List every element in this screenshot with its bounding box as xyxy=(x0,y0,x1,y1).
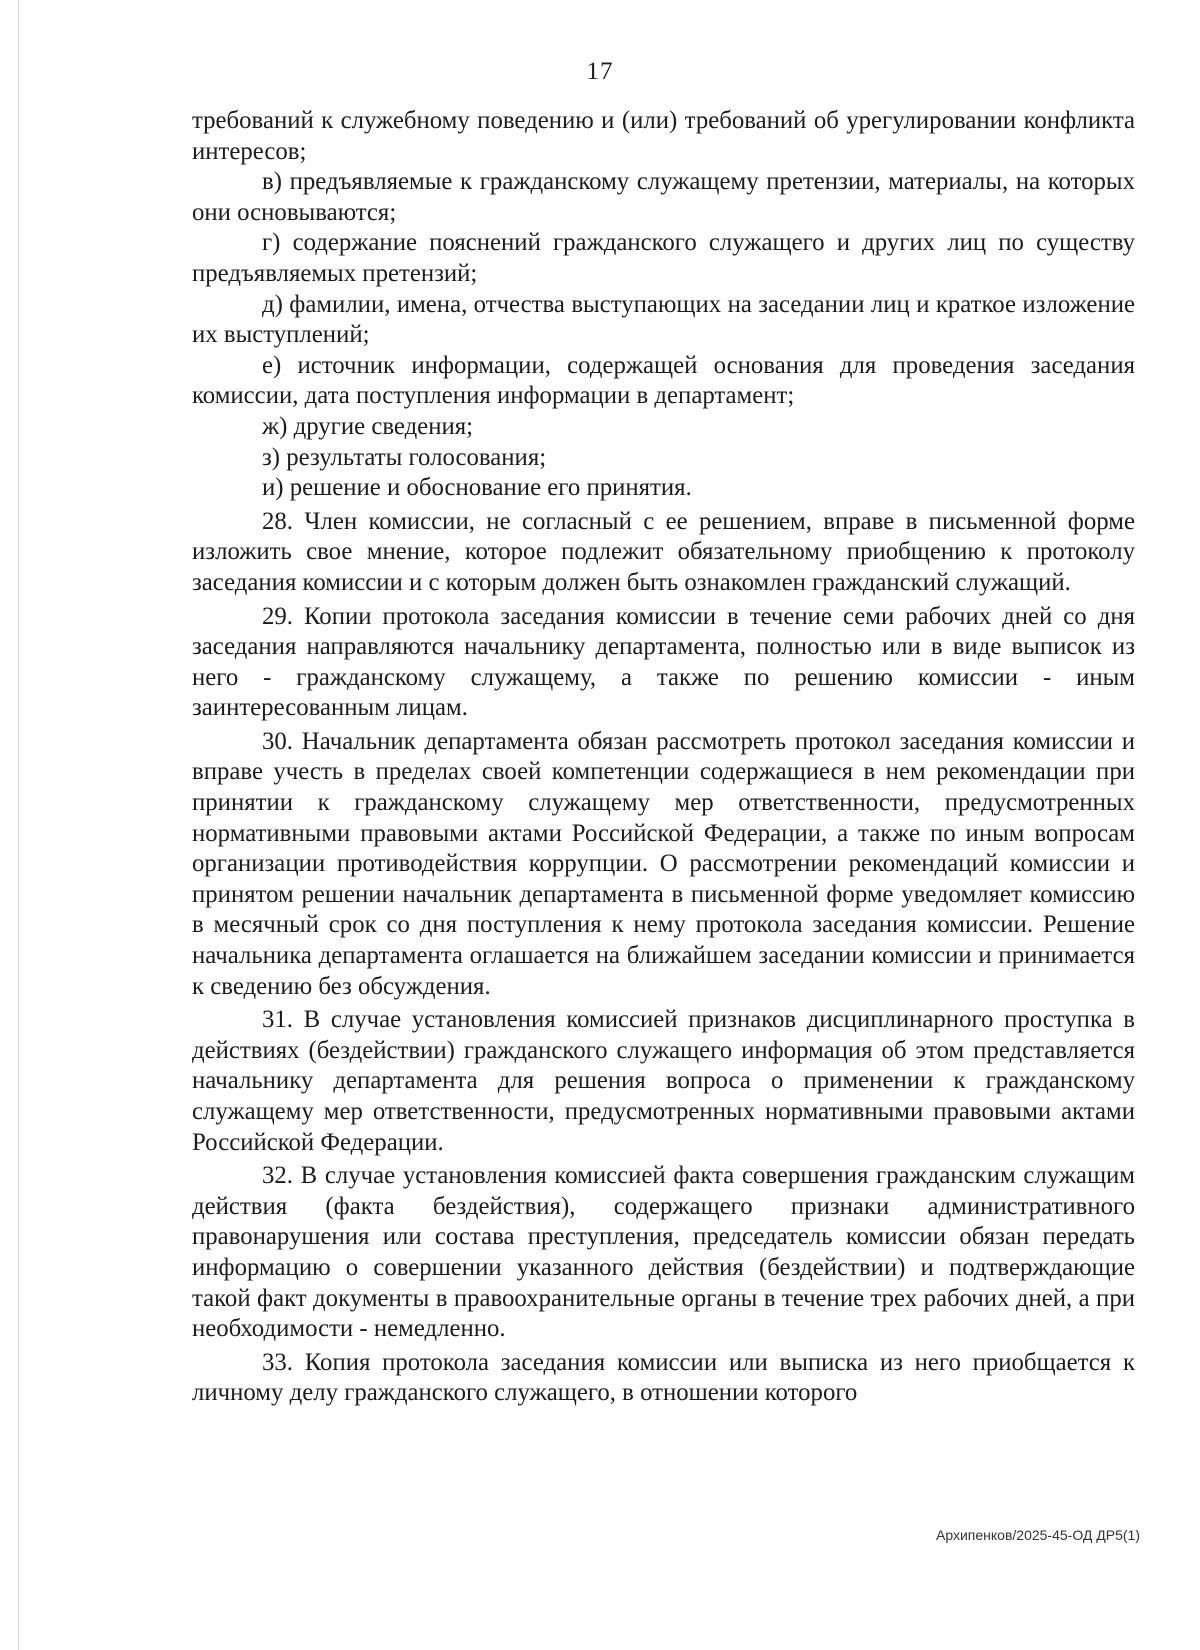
paragraph-32: 32. В случае установления комиссией факта совершения гражданским служащим действия (факта бездействия), содержащего признаки административного правонарушения или состава преступления, председатель комиссии обязан передать информацию о совершении указанного действия (бездействии) и подтверждающие такой факт документы в правоохранительные органы в течение трех рабочих дней, а при необходимости - немедленно. xyxy=(192,1162,1135,1343)
paragraph-item-v: в) предъявляемые к гражданскому служащему претензии, материалы, на которых они основываются; xyxy=(192,168,1135,226)
paragraph-item-i: и) решение и обоснование его принятия. xyxy=(262,474,692,502)
paragraph-continuation: требований к служебному поведению и (или) требований об урегулировании конфликта интересов; xyxy=(192,107,1135,165)
document-reference-footer: Архипенков/2025-45-ОД ДР5(1) xyxy=(936,1527,1140,1543)
paragraph-29: 29. Копии протокола заседания комиссии в течение семи рабочих дней со дня заседания направляются начальнику департамента, полностью или в виде выписок из него - гражданскому служащему, а также по решению комиссии - иным заинтересованным лицам. xyxy=(192,602,1135,722)
document-body xyxy=(192,106,1135,1409)
paragraph-28: 28. Член комиссии, не согласный с ее решением, вправе в письменной форме изложить свое мнение, которое подлежит обязательному приобщению к протоколу заседания комиссии и с которым должен быть ознакомлен гражданский служащий. xyxy=(192,507,1135,596)
paragraph-33: 33. Копия протокола заседания комиссии или выписка из него приобщается к личному делу гражданского служащего, в отношении которого xyxy=(192,1348,1135,1407)
paragraph-31: 31. В случае установления комиссией признаков дисциплинарного проступка в действиях (бездействии) гражданского служащего информация об этом представляется начальнику департамента для решения вопроса о применении к гражданскому служащему мер ответственности, предусмотренных нормативными правовыми актами Российской Федерации. xyxy=(192,1006,1135,1156)
paragraph-item-z: з) результаты голосования; xyxy=(262,443,547,471)
paragraph-item-e: е) источник информации, содержащей основания для проведения заседания комиссии, дата поступления информации в департамент; xyxy=(192,351,1135,410)
scan-margin-line xyxy=(18,0,19,1650)
paragraph-30: 30. Начальник департамента обязан рассмотреть протокол заседания комиссии и вправе учесть в пределах своей компетенции содержащиеся в нем рекомендации при принятии к гражданскому служащему мер ответственности, предусмотренных нормативными правовыми актами Российской Федерации, а также по иным вопросам организации противодействия коррупции. О рассмотрении рекомендаций комиссии и принятом решении начальник департамента в письменной форме уведомляет комиссию в месячный срок со дня поступления к нему протокола заседания комиссии. Решение начальника департамента оглашается на ближайшем заседании комиссии и принимается к сведению без обсуждения. xyxy=(192,727,1135,1000)
paragraph-item-g: г) содержание пояснений гражданского служащего и других лиц по существу предъявляемых претензий; xyxy=(192,229,1135,287)
paragraph-item-zh: ж) другие сведения; xyxy=(262,412,474,440)
page-number: 17 xyxy=(586,58,614,85)
paragraph-item-d: д) фамилии, имена, отчества выступающих на заседании лиц и краткое изложение их выступлений; xyxy=(192,290,1135,349)
